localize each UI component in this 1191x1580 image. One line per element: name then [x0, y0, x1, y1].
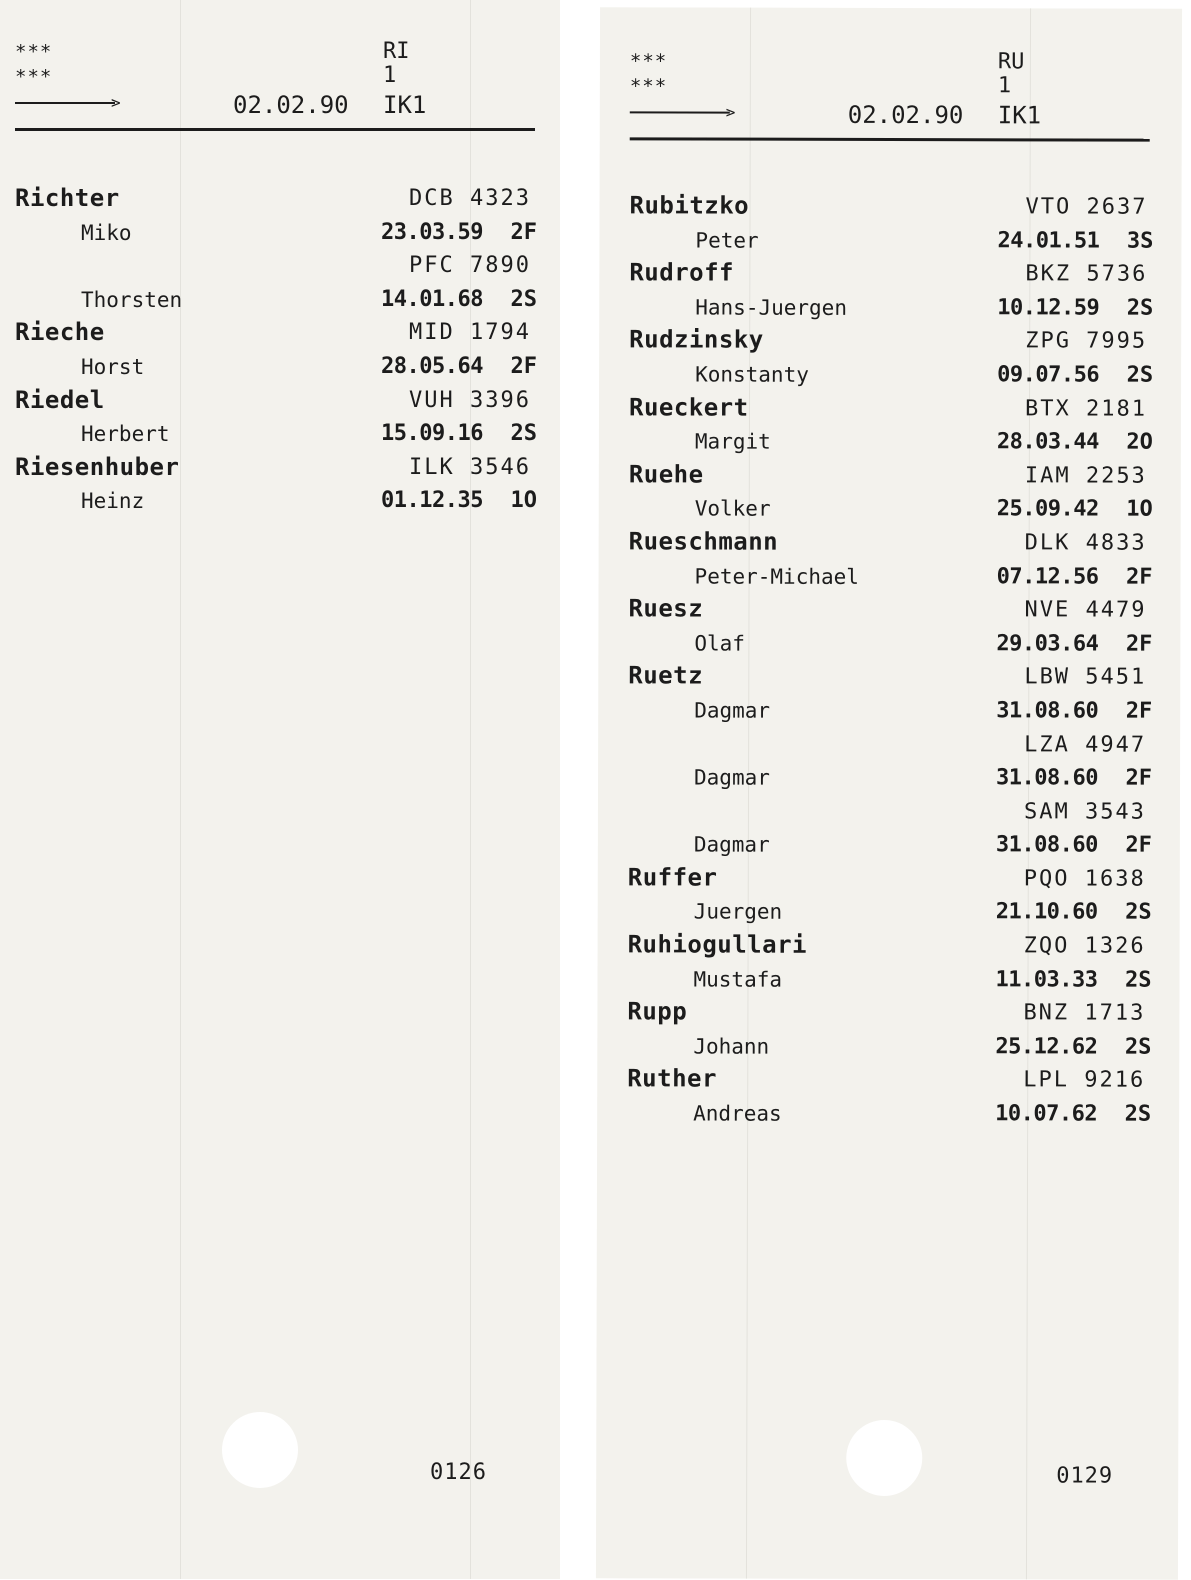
- entry-list: [15, 182, 545, 518]
- class-code: 2S: [1124, 1034, 1152, 1060]
- first-name: Margit: [694, 429, 771, 454]
- plate-number: DLK 4833: [1024, 530, 1147, 556]
- birth-date: 25.12.62: [995, 1034, 1098, 1060]
- card-code-block: [998, 50, 1025, 98]
- asterisk-line: ***: [629, 75, 668, 98]
- class-code: 2F: [1125, 832, 1152, 858]
- list-item: [15, 316, 545, 350]
- surname: Rueschmann: [628, 527, 779, 556]
- plate-number: IAM 2253: [1024, 463, 1147, 489]
- list-item: [15, 451, 545, 485]
- list-item: [15, 484, 545, 518]
- asterisk-marks: [630, 49, 667, 99]
- card-header: [630, 49, 1150, 142]
- list-item: [629, 223, 1161, 258]
- birth-date: 10.12.59: [997, 295, 1100, 321]
- list-item: [628, 895, 1160, 930]
- asterisk-line: ***: [629, 50, 668, 73]
- list-item: [628, 592, 1160, 627]
- list-item: [628, 626, 1160, 661]
- surname: Rudzinsky: [629, 325, 764, 355]
- birth-date: 31.08.60: [996, 698, 1099, 724]
- first-name: Andreas: [693, 1101, 782, 1126]
- surname: Rupp: [627, 997, 688, 1026]
- class-code: 1O: [510, 488, 537, 514]
- birth-date: 11.03.33: [995, 966, 1098, 993]
- plate-number: PQO 1638: [1023, 866, 1146, 892]
- plate-number: LBW 5451: [1024, 664, 1147, 690]
- birth-date: 28.03.44: [996, 429, 1099, 455]
- first-name: Hans-Juergen: [695, 295, 848, 320]
- birth-date: 01.12.35: [381, 488, 483, 514]
- page-number: 0126: [430, 1460, 487, 1485]
- plate-number: NVE 4479: [1024, 597, 1147, 623]
- punch-hole: [846, 1420, 922, 1496]
- list-item: [628, 828, 1160, 863]
- class-code: 1O: [1126, 496, 1153, 523]
- first-name: Volker: [694, 496, 771, 522]
- birth-date: 23.03.59: [381, 219, 483, 245]
- surname: Riedel: [15, 385, 105, 414]
- birth-date: 31.08.60: [996, 765, 1099, 791]
- list-item: [628, 727, 1160, 762]
- class-code: 2S: [1126, 362, 1154, 388]
- class-code: 2F: [510, 353, 537, 379]
- birth-date: 28.05.64: [381, 353, 483, 379]
- birth-date: 07.12.56: [996, 563, 1099, 590]
- asterisk-line: ***: [15, 41, 53, 63]
- first-name: Peter-Michael: [694, 564, 859, 589]
- list-item: [629, 559, 1161, 594]
- entry-list: [627, 189, 1161, 1131]
- class-code: 3S: [1126, 228, 1154, 254]
- class-code: 2F: [1125, 765, 1153, 791]
- plate-number: DCB 4323: [409, 186, 531, 211]
- surname: Ruffer: [627, 863, 718, 892]
- arrow-icon: [15, 102, 115, 104]
- list-item: [629, 391, 1161, 426]
- list-item: [628, 861, 1160, 896]
- card-code-block: [383, 40, 410, 88]
- list-item: [15, 417, 545, 451]
- plate-number: PFC 7890: [409, 253, 531, 279]
- plate-number: ILK 3546: [409, 454, 531, 480]
- first-name: Juergen: [693, 899, 783, 925]
- first-name: Thorsten: [81, 287, 183, 312]
- first-name: Mustafa: [693, 967, 783, 992]
- list-item: [629, 290, 1161, 325]
- list-item: [629, 492, 1161, 527]
- first-name: Johann: [693, 1034, 770, 1059]
- surname: Rieche: [15, 318, 105, 347]
- card-ri: [0, 0, 560, 1579]
- first-name: Dagmar: [693, 832, 770, 857]
- birth-date: 15.09.16: [381, 421, 483, 447]
- list-item: [629, 324, 1161, 359]
- surname: Rueckert: [628, 392, 749, 422]
- list-item: [629, 525, 1161, 560]
- arrowhead-icon: >: [725, 102, 736, 122]
- class-code: 2S: [1125, 900, 1152, 926]
- print-date: 02.02.90: [233, 91, 349, 119]
- asterisk-marks: [15, 40, 52, 90]
- plate-number: BTX 2181: [1025, 395, 1148, 422]
- surname: Ruhiogullari: [627, 930, 808, 959]
- list-item: [629, 189, 1161, 224]
- surname: Rubitzko: [629, 191, 750, 220]
- plate-number: LPL 9216: [1023, 1067, 1146, 1094]
- card-code: RI: [383, 39, 410, 64]
- first-name: Konstanty: [695, 362, 809, 387]
- list-item: [628, 660, 1160, 695]
- first-name: Miko: [81, 220, 132, 245]
- list-item: [628, 794, 1160, 829]
- birth-date: 31.08.60: [995, 832, 1098, 858]
- plate-number: VTO 2637: [1025, 194, 1148, 220]
- card-header: [15, 40, 535, 132]
- surname: Ruetz: [628, 661, 704, 690]
- surname: Rudroff: [629, 258, 735, 287]
- first-name: Peter: [695, 228, 759, 253]
- header-rule: [630, 137, 1150, 141]
- card-number: 1: [383, 63, 397, 88]
- list-item: [15, 283, 545, 317]
- plate-number: ZPG 7995: [1025, 328, 1148, 355]
- birth-date: 24.01.51: [997, 227, 1100, 254]
- list-item: [628, 928, 1160, 963]
- first-name: Horst: [81, 354, 145, 379]
- plate-number: LZA 4947: [1024, 731, 1147, 758]
- list-item: [628, 693, 1160, 728]
- list-item: [15, 182, 545, 216]
- list-item: [15, 249, 545, 283]
- birth-date: 29.03.64: [996, 630, 1099, 657]
- surname: Ruesz: [628, 594, 704, 623]
- first-name: Olaf: [694, 631, 746, 656]
- list-item: [627, 996, 1159, 1031]
- asterisk-line: ***: [15, 66, 53, 88]
- first-name: Herbert: [81, 422, 170, 447]
- list-item: [15, 384, 545, 418]
- list-item: [15, 216, 545, 250]
- plate-number: BKZ 5736: [1025, 261, 1148, 287]
- plate-number: VUH 3396: [409, 387, 531, 413]
- list-item: [629, 458, 1161, 493]
- class-code: 2F: [1126, 564, 1153, 590]
- surname: Richter: [15, 184, 120, 212]
- class-code: 2S: [510, 421, 537, 447]
- birth-date: 10.07.62: [995, 1101, 1098, 1127]
- birth-date: 14.01.68: [381, 286, 483, 312]
- surname: Riesenhuber: [15, 452, 180, 481]
- list-item: [627, 1096, 1159, 1131]
- punch-hole: [222, 1412, 298, 1488]
- plate-number: ZQO 1326: [1023, 933, 1146, 959]
- print-date: 02.02.90: [847, 100, 964, 130]
- class-code: 2S: [1126, 295, 1154, 321]
- birth-date: 25.09.42: [996, 496, 1099, 522]
- first-name: Heinz: [81, 489, 145, 514]
- plate-number: MID 1794: [409, 320, 531, 346]
- class-code: 2F: [1125, 631, 1153, 657]
- list-item: [629, 257, 1161, 292]
- class-code: 2S: [1124, 1101, 1152, 1127]
- card-ru: [596, 7, 1182, 1580]
- class-code: 2O: [1126, 429, 1153, 455]
- birth-date: 09.07.56: [997, 362, 1100, 388]
- list-item: [627, 1029, 1159, 1064]
- list-item: [629, 424, 1161, 459]
- header-rule: [15, 128, 535, 131]
- list-item: [628, 760, 1160, 795]
- surname: Ruther: [627, 1064, 717, 1093]
- card-code: RU: [997, 49, 1025, 75]
- class-code: 2F: [1125, 698, 1153, 724]
- class-code: 2S: [510, 286, 537, 312]
- first-name: Dagmar: [694, 698, 771, 723]
- list-item: [627, 962, 1159, 997]
- office-code: IK1: [997, 101, 1042, 130]
- list-item: [15, 350, 545, 384]
- first-name: Dagmar: [694, 765, 770, 790]
- surname: Ruehe: [628, 460, 704, 489]
- page-number: 0129: [1056, 1463, 1114, 1489]
- list-item: [627, 1063, 1159, 1098]
- plate-number: BNZ 1713: [1023, 1000, 1146, 1026]
- office-code: IK1: [383, 91, 427, 119]
- plate-number: SAM 3543: [1023, 799, 1146, 825]
- class-code: 2F: [510, 219, 537, 245]
- list-item: [629, 357, 1161, 392]
- class-code: 2S: [1124, 967, 1152, 993]
- arrow-icon: [630, 111, 730, 113]
- arrowhead-icon: >: [111, 93, 121, 112]
- birth-date: 21.10.60: [995, 899, 1098, 926]
- card-number: 1: [997, 73, 1012, 99]
